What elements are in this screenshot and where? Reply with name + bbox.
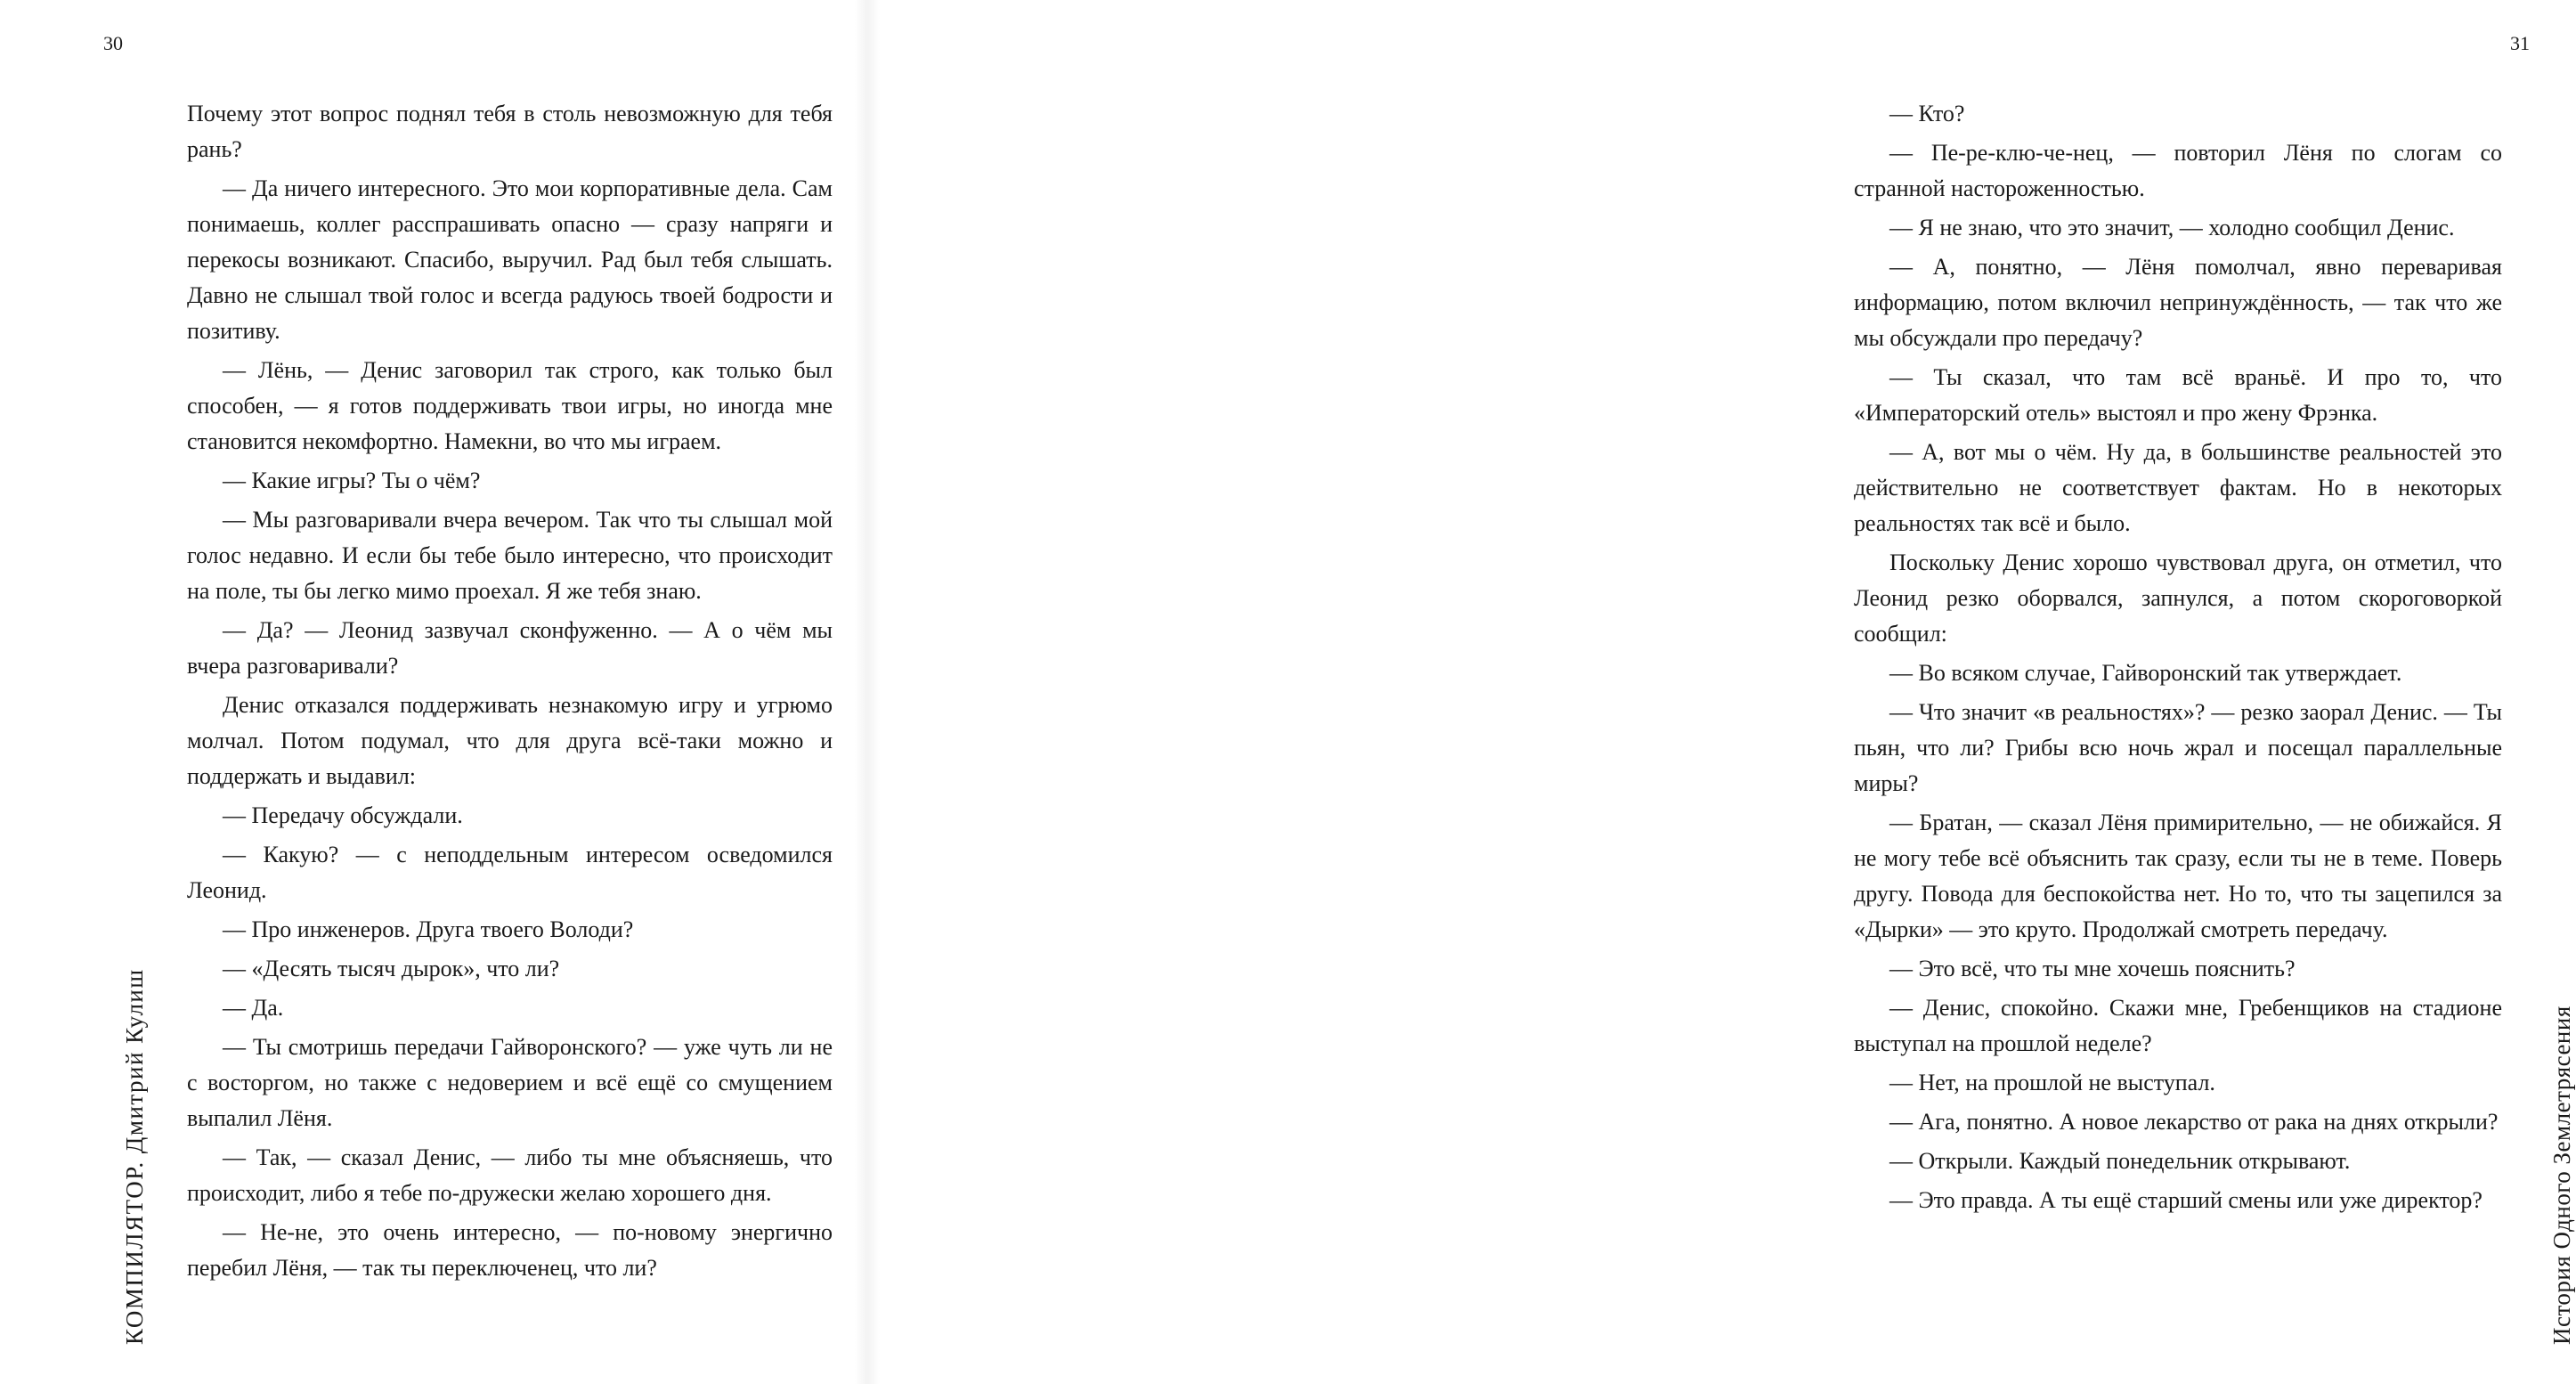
paragraph: — Пе-ре-клю-че-нец, — повторил Лёня по слогам со странной настороженностью.	[1854, 140, 2502, 201]
paragraph: — Ты смотришь передачи Гайворонского? — уже чуть ли не с восторгом, но также с недоверием и всё ещё со смущением выпалил Лёня.	[187, 1034, 833, 1131]
page-number: 31	[2510, 32, 2530, 54]
paragraph: — Я не знаю, что это значит, — холодно сообщил Денис.	[1889, 215, 2455, 240]
running-title: История Одного Землетрясения	[2548, 1005, 2575, 1345]
paragraph: — А, вот мы о чём. Ну да, в большинстве реальностей это действительно не соответствует фактам. Но в некоторых реальностях так всё и было.	[1854, 439, 2502, 536]
paragraph: Почему этот вопрос поднял тебя в столь невозможную для тебя рань?	[187, 101, 833, 162]
paragraph: — Это всё, что ты мне хочешь пояснить?	[1889, 956, 2296, 981]
paragraph: — Братан, — сказал Лёня примирительно, — не обижайся. Я не могу тебе всё объяснить так сразу, если ты не в теме. Поверь другу. Повода для беспокойства нет. Но то, что ты зацепился за «Дырки» — это круто. Продолжай смотреть передачу.	[1854, 810, 2502, 942]
paragraph: — Кто?	[1889, 101, 1965, 126]
paragraph: — Про инженеров. Друга твоего Володи?	[223, 916, 634, 942]
paragraph: — Передачу обсуждали.	[223, 802, 463, 828]
paragraph: — Что значит «в реальностях»? — резко заорал Денис. — Ты пьян, что ли? Грибы всю ночь жрал и посещал параллельные миры?	[1854, 699, 2502, 796]
paragraph: — Нет, на прошлой не выступал.	[1889, 1070, 2215, 1095]
paragraph: — Так, — сказал Денис, — либо ты мне объясняешь, что происходит, либо я тебе по-дружески желаю хорошего дня.	[187, 1144, 833, 1206]
running-title: КОМПИЛЯТОР. Дмитрий Кулиш	[121, 968, 148, 1345]
paragraph: — Во всяком случае, Гайворонский так утверждает.	[1889, 660, 2402, 686]
paragraph: — Ага, понятно. А новое лекарство от рака на днях открыли?	[1889, 1109, 2499, 1135]
paragraph: — Да? — Леонид зазвучал сконфуженно. — А о чём мы вчера разговаривали?	[187, 617, 833, 679]
paragraph: Поскольку Денис хорошо чувствовал друга, он отметил, что Леонид резко оборвался, запнулся, а потом скороговоркой сообщил:	[1854, 550, 2502, 647]
paragraph: Денис отказался поддерживать незнакомую игру и угрюмо молчал. Потом подумал, что для друга всё-таки можно и поддержать и выдавил:	[187, 692, 833, 789]
paragraph: — Да ничего интересного. Это мои корпоративные дела. Сам понимаешь, коллег расспрашивать опасно — сразу напряги и перекосы возникают. Спасибо, выручил. Рад был тебя слышать. Давно не слышал твой голос и всегда радуюсь твоей бодрости и позитиву.	[187, 175, 833, 344]
right-page	[867, 0, 2575, 1384]
paragraph: — Мы разговаривали вчера вечером. Так что ты слышал мой голос недавно. И если бы тебе было интересно, что происходит на поле, ты бы легко мимо проехал. Я же тебя знаю.	[187, 507, 833, 604]
paragraph: — «Десять тысяч дырок», что ли?	[223, 956, 560, 981]
left-page-text	[187, 96, 833, 1290]
paragraph: — Открыли. Каждый понедельник открывают.	[1889, 1148, 2351, 1174]
paragraph: — Какие игры? Ты о чём?	[223, 468, 481, 493]
right-page-text	[1854, 96, 2502, 1222]
paragraph: — Ты сказал, что там всё враньё. И про то, что «Императорский отель» выстоял и про жену Фрэнка.	[1854, 364, 2502, 426]
paragraph: — Денис, спокойно. Скажи мне, Гребенщиков на стадионе выступал на прошлой неделе?	[1854, 995, 2502, 1056]
paragraph: — Лёнь, — Денис заговорил так строго, как только был способен, — я готов поддерживать твои игры, но иногда мне становится некомфортно. Намекни, во что мы играем.	[187, 357, 833, 454]
left-page	[0, 0, 867, 1384]
page-number: 30	[103, 32, 123, 54]
paragraph: — Это правда. А ты ещё старший смены или уже директор?	[1889, 1187, 2483, 1213]
paragraph: — Какую? — с неподдельным интересом осведомился Леонид.	[187, 842, 833, 903]
paragraph: — А, понятно, — Лёня помолчал, явно переваривая информацию, потом включил непринуждённость, — так что же мы обсуждали про передачу?	[1854, 254, 2502, 351]
paragraph: — Не-не, это очень интересно, — по-новому энергично перебил Лёня, — так ты переключенец, что ли?	[187, 1219, 833, 1281]
paragraph: — Да.	[223, 995, 284, 1021]
